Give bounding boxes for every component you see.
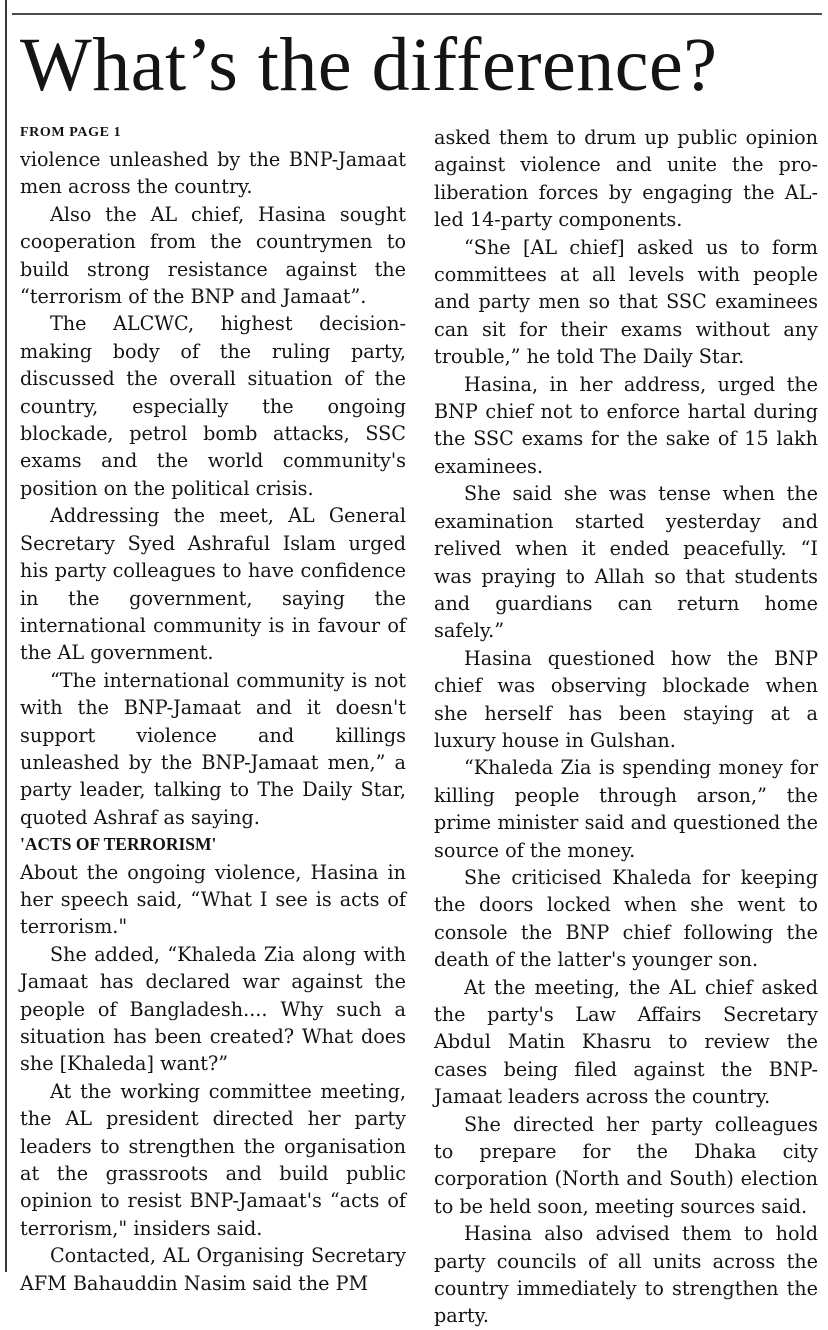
paragraph: Hasina questioned how the BNP chief was observing blockade when she herself has been staying at a luxury house in Gulshan. bbox=[434, 646, 818, 752]
top-rule bbox=[12, 13, 822, 15]
paragraph: Also the AL chief, Hasina sought cooperation from the countrymen to build strong resistance against the “terrorism of the BNP and Jamaat”. bbox=[20, 202, 406, 309]
paragraph: “Khaleda Zia is spending money for killing people through arson,” the prime minister said and questioned the source of the money. bbox=[434, 756, 818, 862]
paragraph: At the working committee meeting, the AL president directed her party leaders to strengthen the organisation at the grassroots and build public opinion to resist BNP-Jamaat's “acts of terrorism," insiders said. bbox=[20, 1079, 406, 1240]
paragraph: She added, “Khaleda Zia along with Jamaat has declared war against the people of Bangladesh.... Why such a situation has been created? What does she [Khaleda] want?” bbox=[20, 942, 406, 1076]
paragraph: Addressing the meet, AL General Secretary Syed Ashraful Islam urged his party colleagues to have confidence in the government, saying the international community is in favour of the AL government. bbox=[20, 504, 406, 665]
paragraph: At the meeting, the AL chief asked the party's Law Affairs Secretary Abdul Matin Khasru to review the cases being filed against the BNP-Jamaat leaders across the country. bbox=[434, 975, 818, 1109]
paragraph: asked them to drum up public opinion against violence and unite the pro-liberation forces by engaging the AL-led 14-party components. bbox=[434, 126, 818, 232]
paragraph: The ALCWC, highest decision-making body of the ruling party, discussed the overall situation of the country, especially the ongoing blockade, petrol bomb attacks, SSC exams and the world community's position on the political crisis. bbox=[20, 312, 406, 500]
left-column bbox=[20, 124, 406, 1297]
paragraph: “She [AL chief] asked us to form committees at all levels with people and party men so that SSC examinees can sit for their exams without any trouble,” he told The Daily Star. bbox=[434, 235, 818, 369]
right-column bbox=[434, 124, 818, 1330]
paragraph: She directed her party colleagues to prepare for the Dhaka city corporation (North and South) election to be held soon, meeting sources said. bbox=[434, 1112, 818, 1218]
jump-from-label: FROM PAGE 1 bbox=[20, 125, 122, 140]
paragraph: Hasina, in her address, urged the BNP chief not to enforce hartal during the SSC exams for the sake of 15 lakh examinees. bbox=[434, 372, 818, 478]
paragraph: About the ongoing violence, Hasina in her speech said, “What I see is acts of terrorism." bbox=[20, 860, 406, 939]
paragraph: She said she was tense when the examination started yesterday and relived when it ended peacefully. “I was praying to Allah so that students and guardians can return home safely.” bbox=[434, 482, 818, 643]
headline: What’s the difference? bbox=[20, 23, 718, 107]
paragraph: She criticised Khaleda for keeping the doors locked when she went to console the BNP chief following the death of the latter's younger son. bbox=[434, 865, 818, 972]
paragraph: violence unleashed by the BNP-Jamaat men across the country. bbox=[20, 148, 406, 199]
subhead: 'ACTS OF TERRORISM' bbox=[20, 834, 217, 855]
paragraph: Hasina also advised them to hold party councils of all units across the country immediately to strengthen the party. bbox=[434, 1222, 818, 1328]
paragraph: “The international community is not with the BNP-Jamaat and it doesn't support violence and killings unleashed by the BNP-Jamaat men,” a party leader, talking to The Daily Star, quoted Ashraf as saying. bbox=[20, 668, 406, 829]
left-rule bbox=[5, 0, 7, 1272]
paragraph: Contacted, AL Organising Secretary AFM Bahauddin Nasim said the PM bbox=[20, 1244, 406, 1295]
